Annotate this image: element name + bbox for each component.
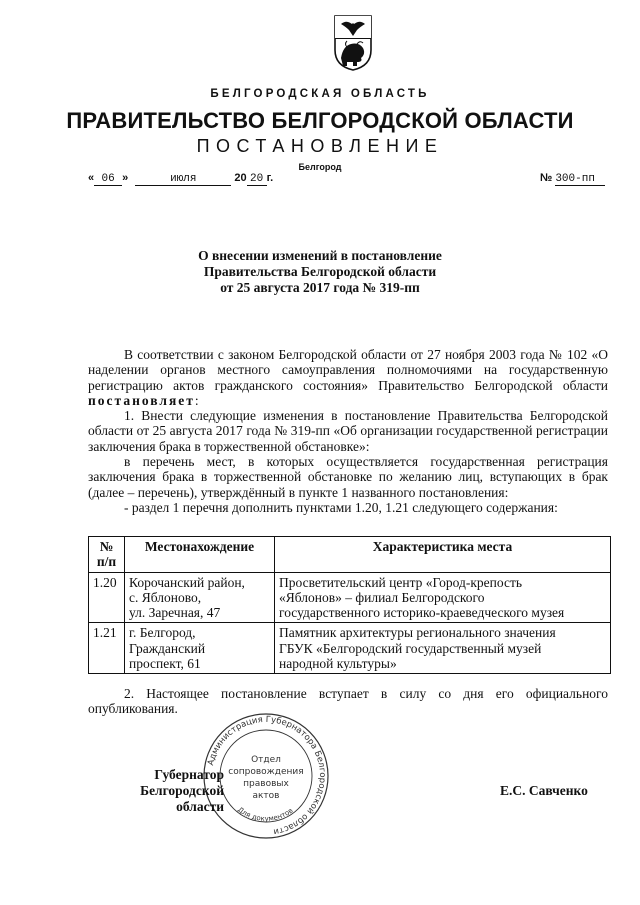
document-number-line [540, 172, 605, 186]
date-open-quote: « [88, 172, 95, 184]
item-2-paragraph: 2. Настоящее постановление вступает в силу со дня его официального опубликования. [88, 686, 608, 717]
date-suffix: г. [266, 172, 274, 184]
government-title: ПРАВИТЕЛЬСТВО БЕЛГОРОДСКОЙ ОБЛАСТИ [66, 108, 574, 133]
preamble-text: В соответствии с законом Белгородской области от 27 ноября 2003 года № 102 «О наделении органов местного самоуправления полномочиями на государственную регистрацию актов гражданского состояния» Правительство Белгородской области [88, 347, 608, 393]
subject-line-2: Правительства Белгородской области [203, 264, 437, 279]
date-close-quote: » [122, 172, 129, 184]
region-title: БЕЛГОРОДСКАЯ ОБЛАСТЬ [210, 88, 430, 100]
preamble-paragraph [88, 347, 608, 408]
number-sign: № [540, 172, 553, 184]
signatory-name: Е.С. Савченко [500, 783, 588, 798]
header-location: Местонахождение [125, 537, 275, 573]
city-name: Белгород [298, 162, 342, 172]
date-line [88, 172, 273, 186]
document-body [88, 347, 608, 515]
table-header-row [89, 537, 611, 573]
item-1-list-intro: в перечень мест, в которых осуществляется государственная регистрация заключения брака в торжественной обстановке по желанию лиц, вступающих в брак (далее – перечень), утверждённый в пункте 1 названного постановления: [88, 454, 608, 500]
row-number: 1.20 [89, 572, 125, 623]
preamble-colon: : [194, 392, 199, 408]
coat-of-arms-emblem [333, 14, 373, 72]
date-day: 06 [94, 173, 122, 186]
table-row [89, 623, 611, 674]
date-century: 20 [234, 172, 247, 184]
signatory-title: Губернатор Белгородской области [140, 767, 224, 814]
document-number: 300-пп [555, 173, 605, 186]
stamp-center-line-1: Отдел [251, 755, 281, 765]
table-row [89, 572, 611, 623]
stamp-center-line-4: актов [252, 791, 280, 801]
item-1-paragraph: 1. Внести следующие изменения в постановление Правительства Белгородской области от 25 августа 2017 года № 319-пп «Об организации государственной регистрации заключения брака в торжественной обстановке»: [88, 408, 608, 454]
header-description: Характеристика места [275, 537, 611, 573]
preamble-decrees: постановляет [88, 392, 195, 408]
header-number: № п/п [89, 537, 125, 573]
date-month: июля [135, 173, 231, 186]
row-description: Памятник архитектуры регионального значения ГБУК «Белгородский государственный музей народной культуры» [275, 623, 611, 674]
stamp-outer-ring-text: Администрация Губернатора Белгородской области [206, 714, 328, 837]
row-description: Просветительский центр «Город-крепость «Яблонов» – филиал Белгородского государственного историко-краеведческого музея [275, 572, 611, 623]
row-number: 1.21 [89, 623, 125, 674]
subject-line-3: от 25 августа 2017 года № 319-пп [220, 280, 420, 295]
places-table [88, 536, 611, 674]
item-1-subitem: - раздел 1 перечня дополнить пунктами 1.20, 1.21 следующего содержания: [124, 499, 558, 515]
subject-line-1: О внесении изменений в постановление [198, 248, 442, 263]
date-year: 20 [247, 173, 267, 186]
stamp-center-line-2: сопровождения [228, 767, 304, 777]
row-location: Корочанский район, с. Яблоново, ул. Заречная, 47 [125, 572, 275, 623]
document-subject [0, 248, 640, 296]
stamp-center-line-3: правовых [243, 779, 289, 789]
stamp-inner-ring-text: Для документов [236, 805, 295, 823]
document-type: ПОСТАНОВЛЕНИЕ [196, 136, 444, 156]
row-location: г. Белгород, Гражданский проспект, 61 [125, 623, 275, 674]
